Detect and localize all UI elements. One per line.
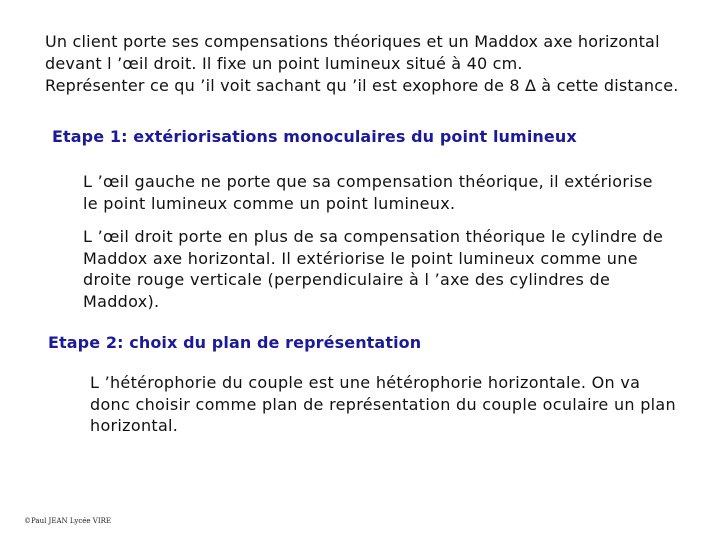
left-eye-line-1: L ’œil gauche ne porte que sa compensation théorique, il extériorise <box>83 172 653 191</box>
right-eye-paragraph <box>83 226 663 312</box>
left-eye-line-2: le point lumineux comme un point lumineux. <box>83 193 456 213</box>
copyright-footer: ©Paul JEAN Lycée VIRE <box>24 517 111 525</box>
right-eye-line-4: Maddox). <box>83 291 160 311</box>
problem-line-1: Un client porte ses compensations théoriques et un Maddox axe horizontal <box>45 32 660 51</box>
right-eye-line-1: L ’œil droit porte en plus de sa compensation théorique le cylindre de <box>83 227 664 246</box>
right-eye-line-3: droite rouge verticale (perpendiculaire à l ’axe des cylindres de <box>83 270 611 289</box>
problem-line-3: Représenter ce qu ’il voit sachant qu ’il est exophore de 8 ∆ à cette distance. <box>45 76 679 95</box>
left-eye-paragraph <box>83 171 653 214</box>
step-2-heading: Etape 2: choix du plan de représentation <box>48 333 422 352</box>
problem-statement <box>45 31 705 97</box>
heterophoria-paragraph <box>90 372 676 437</box>
right-eye-line-2: Maddox axe horizontal. Il extériorise le point lumineux comme une <box>83 248 638 268</box>
heterophoria-line-3: horizontal. <box>90 416 179 435</box>
problem-line-2: devant l ’œil droit. Il fixe un point lumineux situé à 40 cm. <box>45 54 523 73</box>
heterophoria-line-2: donc choisir comme plan de représentation du couple oculaire un plan <box>90 394 676 414</box>
step-1-heading: Etape 1: extériorisations monoculaires du point lumineux <box>52 127 577 146</box>
heterophoria-line-1: L ’hétérophorie du couple est une hétérophorie horizontale. On va <box>90 373 641 392</box>
